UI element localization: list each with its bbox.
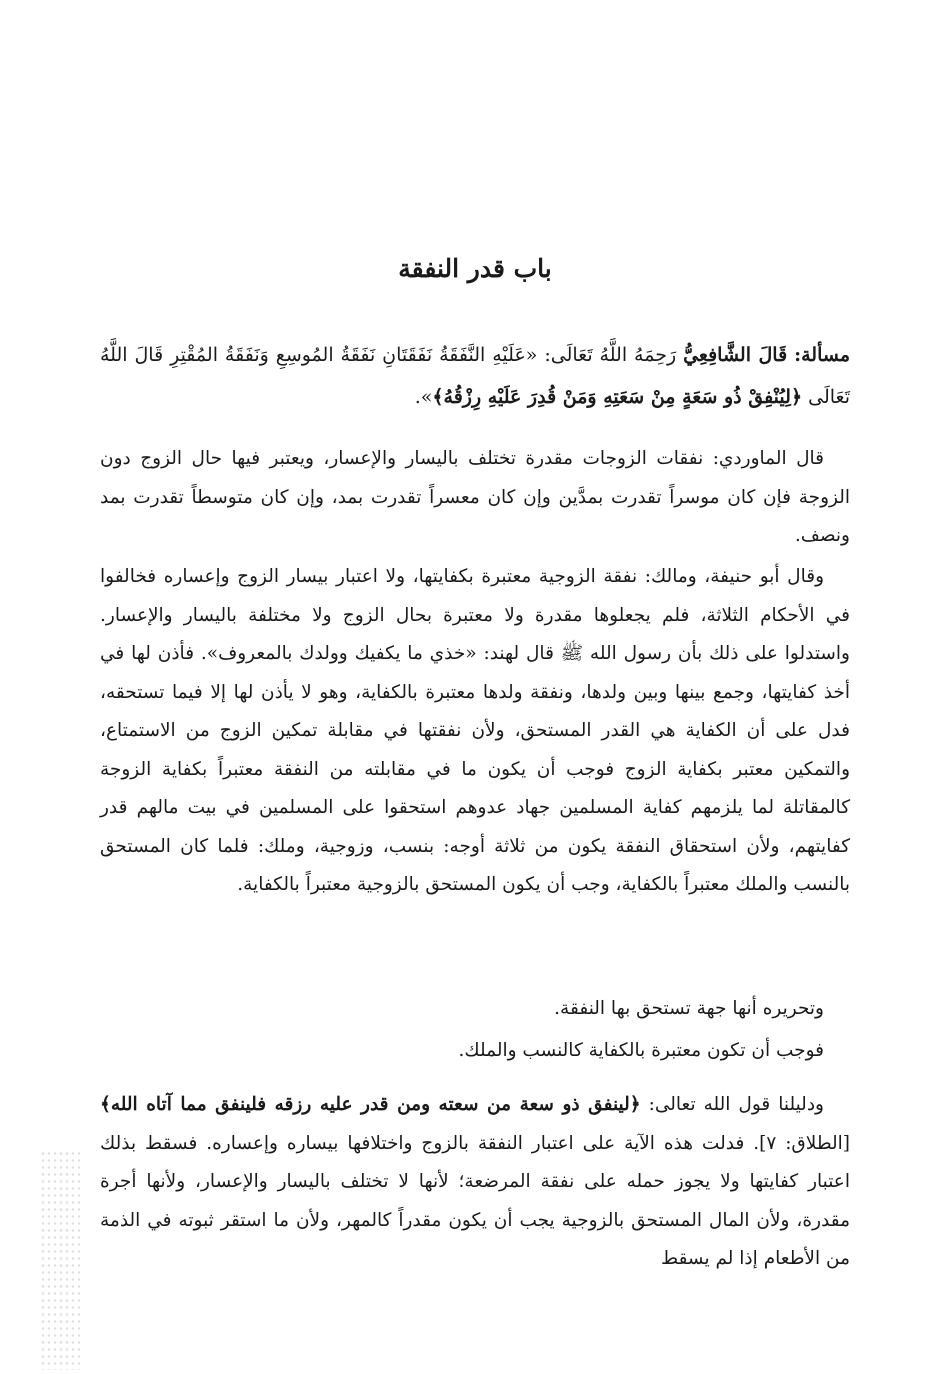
shafii-quote: رَحِمَهُ اللَّهُ تَعَالَى: «عَلَيْهِ النَّفَقَةُ نَفَقَتَانِ نَفَقَةُ المُوسِعِ وَنَفَقَةُ المُقْتِرِ قَالَ اللَّهُ تَعَالَى xyxy=(100,344,850,408)
book-page xyxy=(100,0,850,1374)
paragraph-abu-hanifa: وقال أبو حنيفة، ومالك: نفقة الزوجية معتبرة بكفايتها، ولا اعتبار بيسار الزوج وإعساره فخالفوا في الأحكام الثلاثة، فلم يجعلوها مقدرة ولا معتبرة بحال الزوج ولا مختلفة باليسار والإعسار. واستدلوا على ذلك بأن رسول الله ﷺ قال لهند: «خذي ما يكفيك وولدك بالمعروف». فأذن لها في أخذ كفايتها، وجمع بينها وبين ولدها، ونفقة ولدها معتبرة بالكفاية، وهو لا يأذن لها إلا فيما تستحقه، فدل على أن الكفاية هي القدر المستحق، ولأن نفقتها في مقابلة تمكين الزوج من الاستمتاع، والتمكين معتبر بكفاية الزوج فوجب أن يكون ما في مقابلته من النفقة معتبراً بكفاية الزوجة كالمقاتلة لما يلزمهم كفاية المسلمين جهاد عدوهم استحقوا على المسلمين في بيت مالهم قدر كفايتهم، ولأن استحقاق النفقة يكون من ثلاثة أوجه: بنسب، وزوجية، وملك: فلما كان المستحق بالنسب والملك معتبراً بالكفاية، وجب أن يكون المستحق بالزوجية معتبراً بالكفاية. xyxy=(100,566,850,895)
paragraph-evidence xyxy=(100,1086,850,1279)
paragraph-masala xyxy=(100,334,850,418)
paragraph-mawardi: قال الماوردي: نفقات الزوجات مقدرة تختلف باليسار والإعسار، ويعتبر فيها حال الزوج دون الزوجة فإن كان موسراً تقدرت بمدَّين وإن كان معسراً تقدرت بمد، وإن كان متوسطاً تقدرت بمد ونصف. xyxy=(100,448,850,546)
paragraph-tahrir: وتحريره أنها جهة تستحق بها النفقة. xyxy=(554,998,824,1019)
evidence-body: [الطلاق: ٧]. فدلت هذه الآية على اعتبار النفقة بالزوج واختلافها بيساره وإعساره. فسقط بذلك اعتبار كفايتها ولا يجوز حمله على نفقة المرضعة؛ لأنها لا تختلف باليسار والإعسار، ولأنها أجرة مقدرة، ولأن المال المستحق بالزوجية يجب أن يكون مقدراً كالمهر، ولأن ما استقر ثبوته في الذمة من الأطعام إذا لم يسقط xyxy=(100,1132,850,1269)
scan-noise xyxy=(40,1150,80,1370)
quran-verse: ﴿لِيُنْفِقْ ذُو سَعَةٍ مِنْ سَعَتِهِ وَمَنْ قُدِرَ عَلَيْهِ رِزْقُهُ﴾ xyxy=(432,386,803,408)
shafii-quote-author: قَالَ الشَّافِعِيُّ xyxy=(683,344,788,366)
chapter-title: باب قدر النفقة xyxy=(398,254,552,283)
masala-label: مسألة: xyxy=(794,344,850,366)
quote-close: ». xyxy=(414,386,433,408)
evidence-verse: ﴿لينفق ذو سعة من سعته ومن قدر عليه رزقه فلينفق مما آتاه الله﴾ xyxy=(100,1094,641,1115)
evidence-intro: ودليلنا قول الله تعالى: xyxy=(648,1094,824,1115)
paragraph-conclusion: فوجب أن تكون معتبرة بالكفاية كالنسب والملك. xyxy=(458,1040,824,1061)
